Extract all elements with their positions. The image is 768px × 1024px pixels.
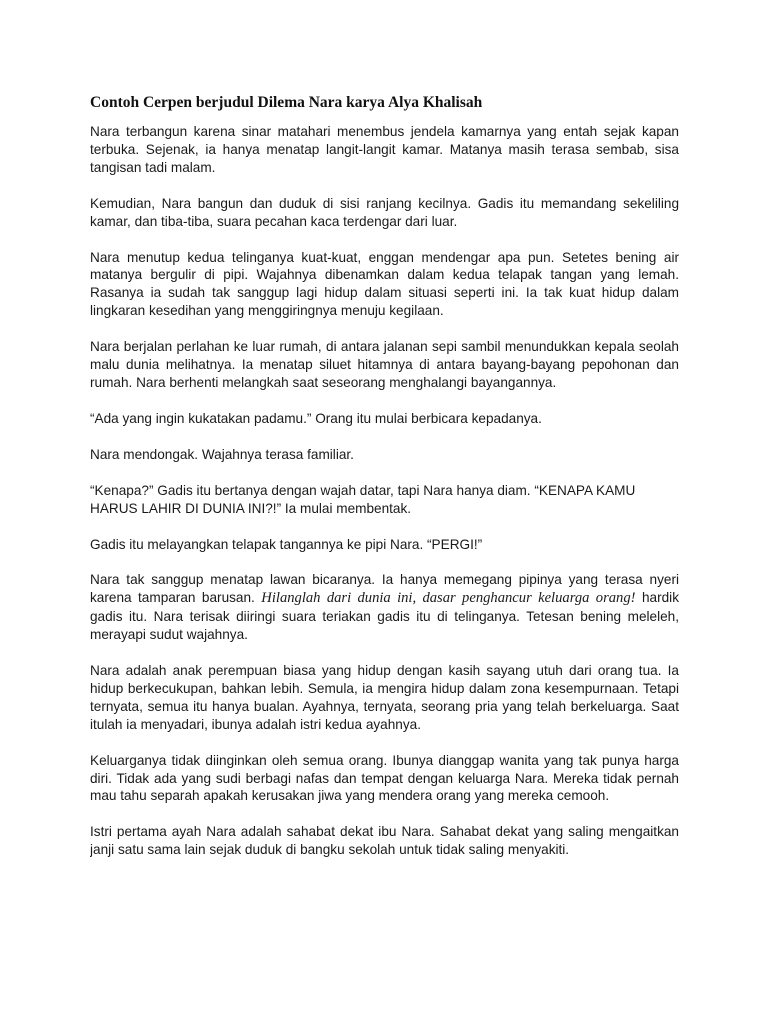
paragraph-3: Nara menutup kedua telinganya kuat-kuat, enggan mendengar apa pun. Setetes bening air matanya bergulir di pipi. Wajahnya dibenamkan dalam kedua telapak tangan yang lemah. Rasanya ia sudah tak sanggup lagi hidup dalam situasi seperti ini. Ia tak kuat hidup dalam lingkaran kesedihan yang menggiringnya menuju kegilaan. — [90, 249, 679, 319]
document-body — [90, 93, 679, 859]
paragraph-9 — [90, 571, 679, 644]
paragraph-8: Gadis itu melayangkan telapak tangannya ke pipi Nara. “PERGI!” — [90, 536, 483, 552]
paragraph-4: Nara berjalan perlahan ke luar rumah, di antara jalanan sepi sambil menundukkan kepala seolah malu dunia melihatnya. Ia menatap siluet hitamnya di antara bayang-bayang pepohonan dan rumah. Nara berhenti melangkah saat seseorang menghalangi bayangannya. — [90, 339, 679, 390]
paragraph-9-text-a: Nara tak sanggup menatap lawan bicaranya. Ia hanya memegang pipinya yang terasa nyeri karena tamparan barusan. — [90, 572, 679, 606]
paragraph-2: Kemudian, Nara bangun dan duduk di sisi ranjang kecilnya. Gadis itu memandang sekeliling kamar, dan tiba-tiba, suara pecahan kaca terdengar dari luar. — [90, 195, 679, 229]
paragraph-9-text-b: hardik gadis itu. Nara terisak diiringi suara teriakan gadis itu di telinganya. Tetesan bening meleleh, merayapi sudut wajahnya. — [90, 590, 679, 643]
document-title: Contoh Cerpen berjudul Dilema Nara karya Alya Khalisah — [90, 94, 483, 111]
paragraph-11: Keluarganya tidak diinginkan oleh semua orang. Ibunya dianggap wanita yang tak punya harga diri. Tidak ada yang sudi berbagi nafas dan tempat dengan keluarga Nara. Mereka tidak pernah mau tahu separah apakah kerusakan jiwa yang mendera orang yang mereka cemooh. — [90, 752, 679, 804]
paragraph-1: Nara terbangun karena sinar matahari menembus jendela kamarnya yang entah sejak kapan terbuka. Sejenak, ia hanya menatap langit-langit kamar. Matanya masih terasa sembab, sisa tangisan tadi malam. — [90, 124, 679, 175]
paragraph-7: “Kenapa?” Gadis itu bertanya dengan wajah datar, tapi Nara hanya diam. “KENAPA KAMU HARUS LAHIR DI DUNIA INI?!” Ia mulai membentak. — [90, 482, 636, 516]
paragraph-12: Istri pertama ayah Nara adalah sahabat dekat ibu Nara. Sahabat dekat yang saling mengaitkan janji satu sama lain sejak duduk di bangku sekolah untuk tidak saling menyakiti. — [90, 824, 679, 858]
paragraph-6: Nara mendongak. Wajahnya terasa familiar. — [90, 446, 354, 462]
paragraph-10: Nara adalah anak perempuan biasa yang hidup dengan kasih sayang utuh dari orang tua. Ia hidup berkecukupan, bahkan lebih. Semula, ia mengira hidup dalam zona kesempurnaan. Tetapi ternyata, semua itu hanya bualan. Ayahnya, ternyata, seorang pria yang telah berkeluarga. Saat itulah ia menyadari, ibunya adalah istri kedua ayahnya. — [90, 663, 679, 732]
paragraph-9-italic-quote: Hilanglah dari dunia ini, dasar penghancur keluarga orang! — [261, 590, 636, 607]
paragraph-5: “Ada yang ingin kukatakan padamu.” Orang itu mulai berbicara kepadanya. — [90, 410, 542, 426]
